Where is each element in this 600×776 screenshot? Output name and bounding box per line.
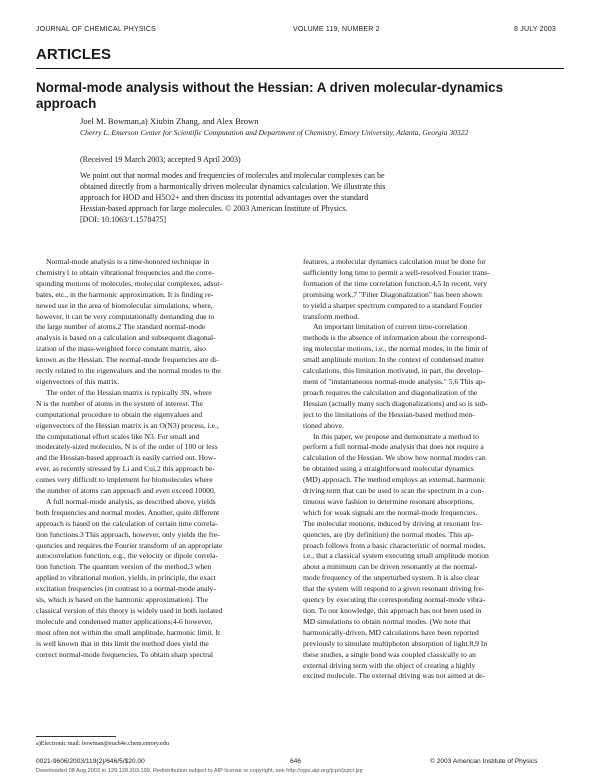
body-line: ization of the mass-weighted force constant matrix, also xyxy=(36,344,206,354)
body-line: proach follows from a basic characteristic of normal modes, xyxy=(303,540,486,550)
body-line: (MD) approach. The method employs an external, harmonic xyxy=(303,475,486,485)
body-line: MD simulations to obtain normal modes. (We note that xyxy=(303,616,471,626)
body-line: analysis is based on a calculation and subsequent diagonal- xyxy=(36,333,216,343)
body-line: eigenvectors of the Hessian matrix is an O(N3) process, i.e., xyxy=(36,420,219,430)
abstract-line: obtained directly from a harmonically driven molecular dynamics calculation. We illustrate this xyxy=(80,182,386,191)
body-line: calculations, this limitation motivated, in part, the develop- xyxy=(303,366,483,376)
body-line: molecule and condensed matter applications;4-6 however, xyxy=(36,616,213,626)
body-line: formation of the time correlation function.4,5 In recent, very xyxy=(303,278,488,288)
body-line: is well known that in this limit the method does yield the xyxy=(36,638,209,648)
page-number: 646 xyxy=(290,758,302,765)
abstract-line: approach for HOD and H5O2+ and then discuss its potential advantages over the standard xyxy=(80,193,369,202)
abstract-line: Hessian-based approach for large molecules. © 2003 American Institute of Physics. xyxy=(80,204,348,213)
body-line: classical version of this theory is widely used in both isolated xyxy=(36,606,223,615)
body-line: computational procedure to obtain the eigenvalues and xyxy=(36,409,203,419)
received-dates: (Received 19 March 2003; accepted 9 April 2003) xyxy=(80,155,241,164)
body-line: Normal-mode analysis is a time-honored technique in xyxy=(46,257,210,266)
abstract xyxy=(80,170,558,225)
copyright-line: © 2003 American Institute of Physics xyxy=(430,758,538,765)
body-column-left xyxy=(36,257,296,661)
body-line: excited molecule. The external driving was not aimed at de- xyxy=(303,671,486,681)
body-line: sufficiently long time to permit a well-resolved Fourier trans- xyxy=(303,267,490,277)
body-line: quency by executing the corresponding normal-mode vibra- xyxy=(303,595,486,605)
body-line: ing molecular motions, i.e., the normal modes, in the limit of xyxy=(303,344,488,354)
body-line: known as the Hessian. The normal-mode frequencies are di- xyxy=(36,355,219,365)
affiliation: Cherry L. Emerson Center for Scientific Computation and Department of Chemistry, Emory University, Atlanta, Georgia 30322 xyxy=(80,128,469,137)
body-line: tioned above. xyxy=(303,420,344,430)
body-line: The molecular motions, induced by driving at resonant fre- xyxy=(303,518,483,528)
body-line: tion function. The quantum version of the method,3 when xyxy=(36,562,212,572)
section-heading: ARTICLES xyxy=(36,46,111,63)
body-line: tion. To our knowledge, this approach has not been used in xyxy=(303,606,482,615)
issue-date: 8 JULY 2003 xyxy=(514,26,557,33)
body-line: which for weak signals are the normal-mode frequencies. xyxy=(303,507,478,517)
body-line: quencies and requires the Fourier transform of an appropriate xyxy=(36,540,223,550)
download-notice: Downloaded 08 Aug 2003 to 129.128.203.199. Redistribution subject to AIP license or copyright, see http://ojps.aip.org/jcpo/jcpcr.jsp xyxy=(36,768,363,774)
body-line: that the system will respond to a given resonant driving fre- xyxy=(303,584,485,594)
body-line: applied to vibrational motion, yields, in principle, the exact xyxy=(36,573,216,583)
body-line: comes very difficult to implement for biomolecules where xyxy=(36,475,213,485)
body-line: rectly related to the eigenvalues and the normal modes to the xyxy=(36,366,221,376)
body-line: N is the number of atoms in the system of interest. The xyxy=(36,398,203,408)
body-line: ject to the limitations of the Hessian-based method men- xyxy=(303,409,475,419)
body-line: Hessian (actually many such diagonalizations) and so is sub- xyxy=(303,398,488,408)
body-line: and the Hessian-based approach is easily carried out. How- xyxy=(36,453,216,463)
body-line: these studies, a single bond was coupled classically to an xyxy=(303,649,476,659)
body-line: methods is the absence of information about the correspond- xyxy=(303,333,487,343)
body-line: however, it can be very computationally demanding due to xyxy=(36,311,215,321)
body-column-right xyxy=(303,257,563,682)
body-line: moderately-sized molecules, N is of the order of 100 or less xyxy=(36,442,218,452)
body-line: approach is based on the calculation of certain time correla- xyxy=(36,518,218,528)
body-line: most often not within the small amplitude, harmonic limit. It xyxy=(36,627,221,637)
body-line: A full normal-mode analysis, as described above, yields xyxy=(46,496,216,506)
body-line: An important limitation of current time-correlation xyxy=(313,322,468,332)
body-line: external driving term with the object of creating a highly xyxy=(303,660,476,670)
footnote: a)Electronic mail: bowman@euch4e.chem.emory.edu xyxy=(36,740,169,747)
body-line: be obtained using a straightforward molecular dynamics xyxy=(303,464,474,474)
body-line: perform a full normal-mode analysis that does not require a xyxy=(303,442,484,452)
abstract-line: We point out that normal modes and frequencies of molecules and molecular complexes can be xyxy=(80,171,385,180)
body-line: to yield a sharper spectrum compared to a standard Fourier xyxy=(303,300,483,310)
body-line: promising work,7 "Filter Diagonalization" has been shown xyxy=(303,289,482,299)
body-line: eigenvectors of this matrix. xyxy=(36,376,120,386)
body-line: quencies, are (by definition) the normal modes. This ap- xyxy=(303,529,474,539)
body-line: sis, which is based on the harmonic approximation). The xyxy=(36,595,208,605)
body-line: the computational effort scales like N3. For small and xyxy=(36,431,200,441)
body-line: tinuous wave fashion to determine resonant absorptions, xyxy=(303,496,475,506)
body-line: excitation frequencies (in contrast to a normal-mode analy- xyxy=(36,584,216,594)
body-line: driving term that can be used to scan the spectrum in a con- xyxy=(303,486,484,496)
body-line: bates, etc., in the harmonic approximation. It is finding re- xyxy=(36,289,214,299)
body-line: both frequencies and normal modes. Another, quite different xyxy=(36,507,220,517)
body-line: the number of atoms can approach and even exceed 10000. xyxy=(36,486,216,496)
body-line: sponding motions of molecules, molecular complexes, adsor- xyxy=(36,278,223,288)
body-line: calculation of the Hessian. We show how normal modes can xyxy=(303,453,486,463)
body-line: proach requires the calculation and diagonalization of the xyxy=(303,387,478,397)
body-line: transform method. xyxy=(303,311,360,321)
body-line: chemistry1 to obtain vibrational frequencies and the corre- xyxy=(36,267,215,277)
body-line: previously to simulate multiphoton absorption of light.8,9 In xyxy=(303,638,488,648)
body-line: tion functions.3 This approach, however, only yields the fre- xyxy=(36,529,220,539)
publication-code: 0021-9606/2003/119(2)/646/5/$20.00 xyxy=(36,758,145,765)
journal-name: JOURNAL OF CHEMICAL PHYSICS xyxy=(36,26,157,33)
article-title: Normal-mode analysis without the Hessian: A driven molecular-dynamics approach xyxy=(36,80,504,111)
body-line: correct normal-mode frequencies. To obtain sharp spectral xyxy=(36,649,214,659)
body-line: ment of "instantaneous normal-mode analysis." 5,6 This ap- xyxy=(303,376,486,386)
doi: [DOI: 10.1063/1.1578475] xyxy=(80,215,166,224)
body-line: autocorrelation function, e.g., the velocity or dipole correla- xyxy=(36,551,218,561)
section-rule xyxy=(36,68,564,69)
body-line: small amplitude motion. In the context of condensed matter xyxy=(303,355,485,365)
footnote-rule xyxy=(36,736,116,737)
body-line: i.e., that a classical system executing small amplitude motion xyxy=(303,551,489,561)
author-list: Joel M. Bowman,a) Xiubin Zhang, and Alex Brown xyxy=(80,116,259,126)
body-line: In this paper, we propose and demonstrate a method to xyxy=(313,431,479,441)
body-line: ever, as recently stressed by Li and Cui,2 this approach be- xyxy=(36,464,215,474)
body-line: The order of the Hessian matrix is typically 3N, where xyxy=(46,387,212,397)
volume-number: VOLUME 119, NUMBER 2 xyxy=(293,26,380,33)
body-line: about a minimum can be driven resonantly at the normal- xyxy=(303,562,478,572)
body-line: newed use in the area of biomolecular simulations, where, xyxy=(36,300,213,310)
body-line: mode frequency of the unperturbed system. It is also clear xyxy=(303,573,480,583)
body-line: features, a molecular dynamics calculation must be done for xyxy=(303,257,486,266)
body-line: the large number of atoms.2 The standard normal-mode xyxy=(36,322,206,332)
body-line: harmonically-driven, MD calculations have been reported xyxy=(303,627,479,637)
